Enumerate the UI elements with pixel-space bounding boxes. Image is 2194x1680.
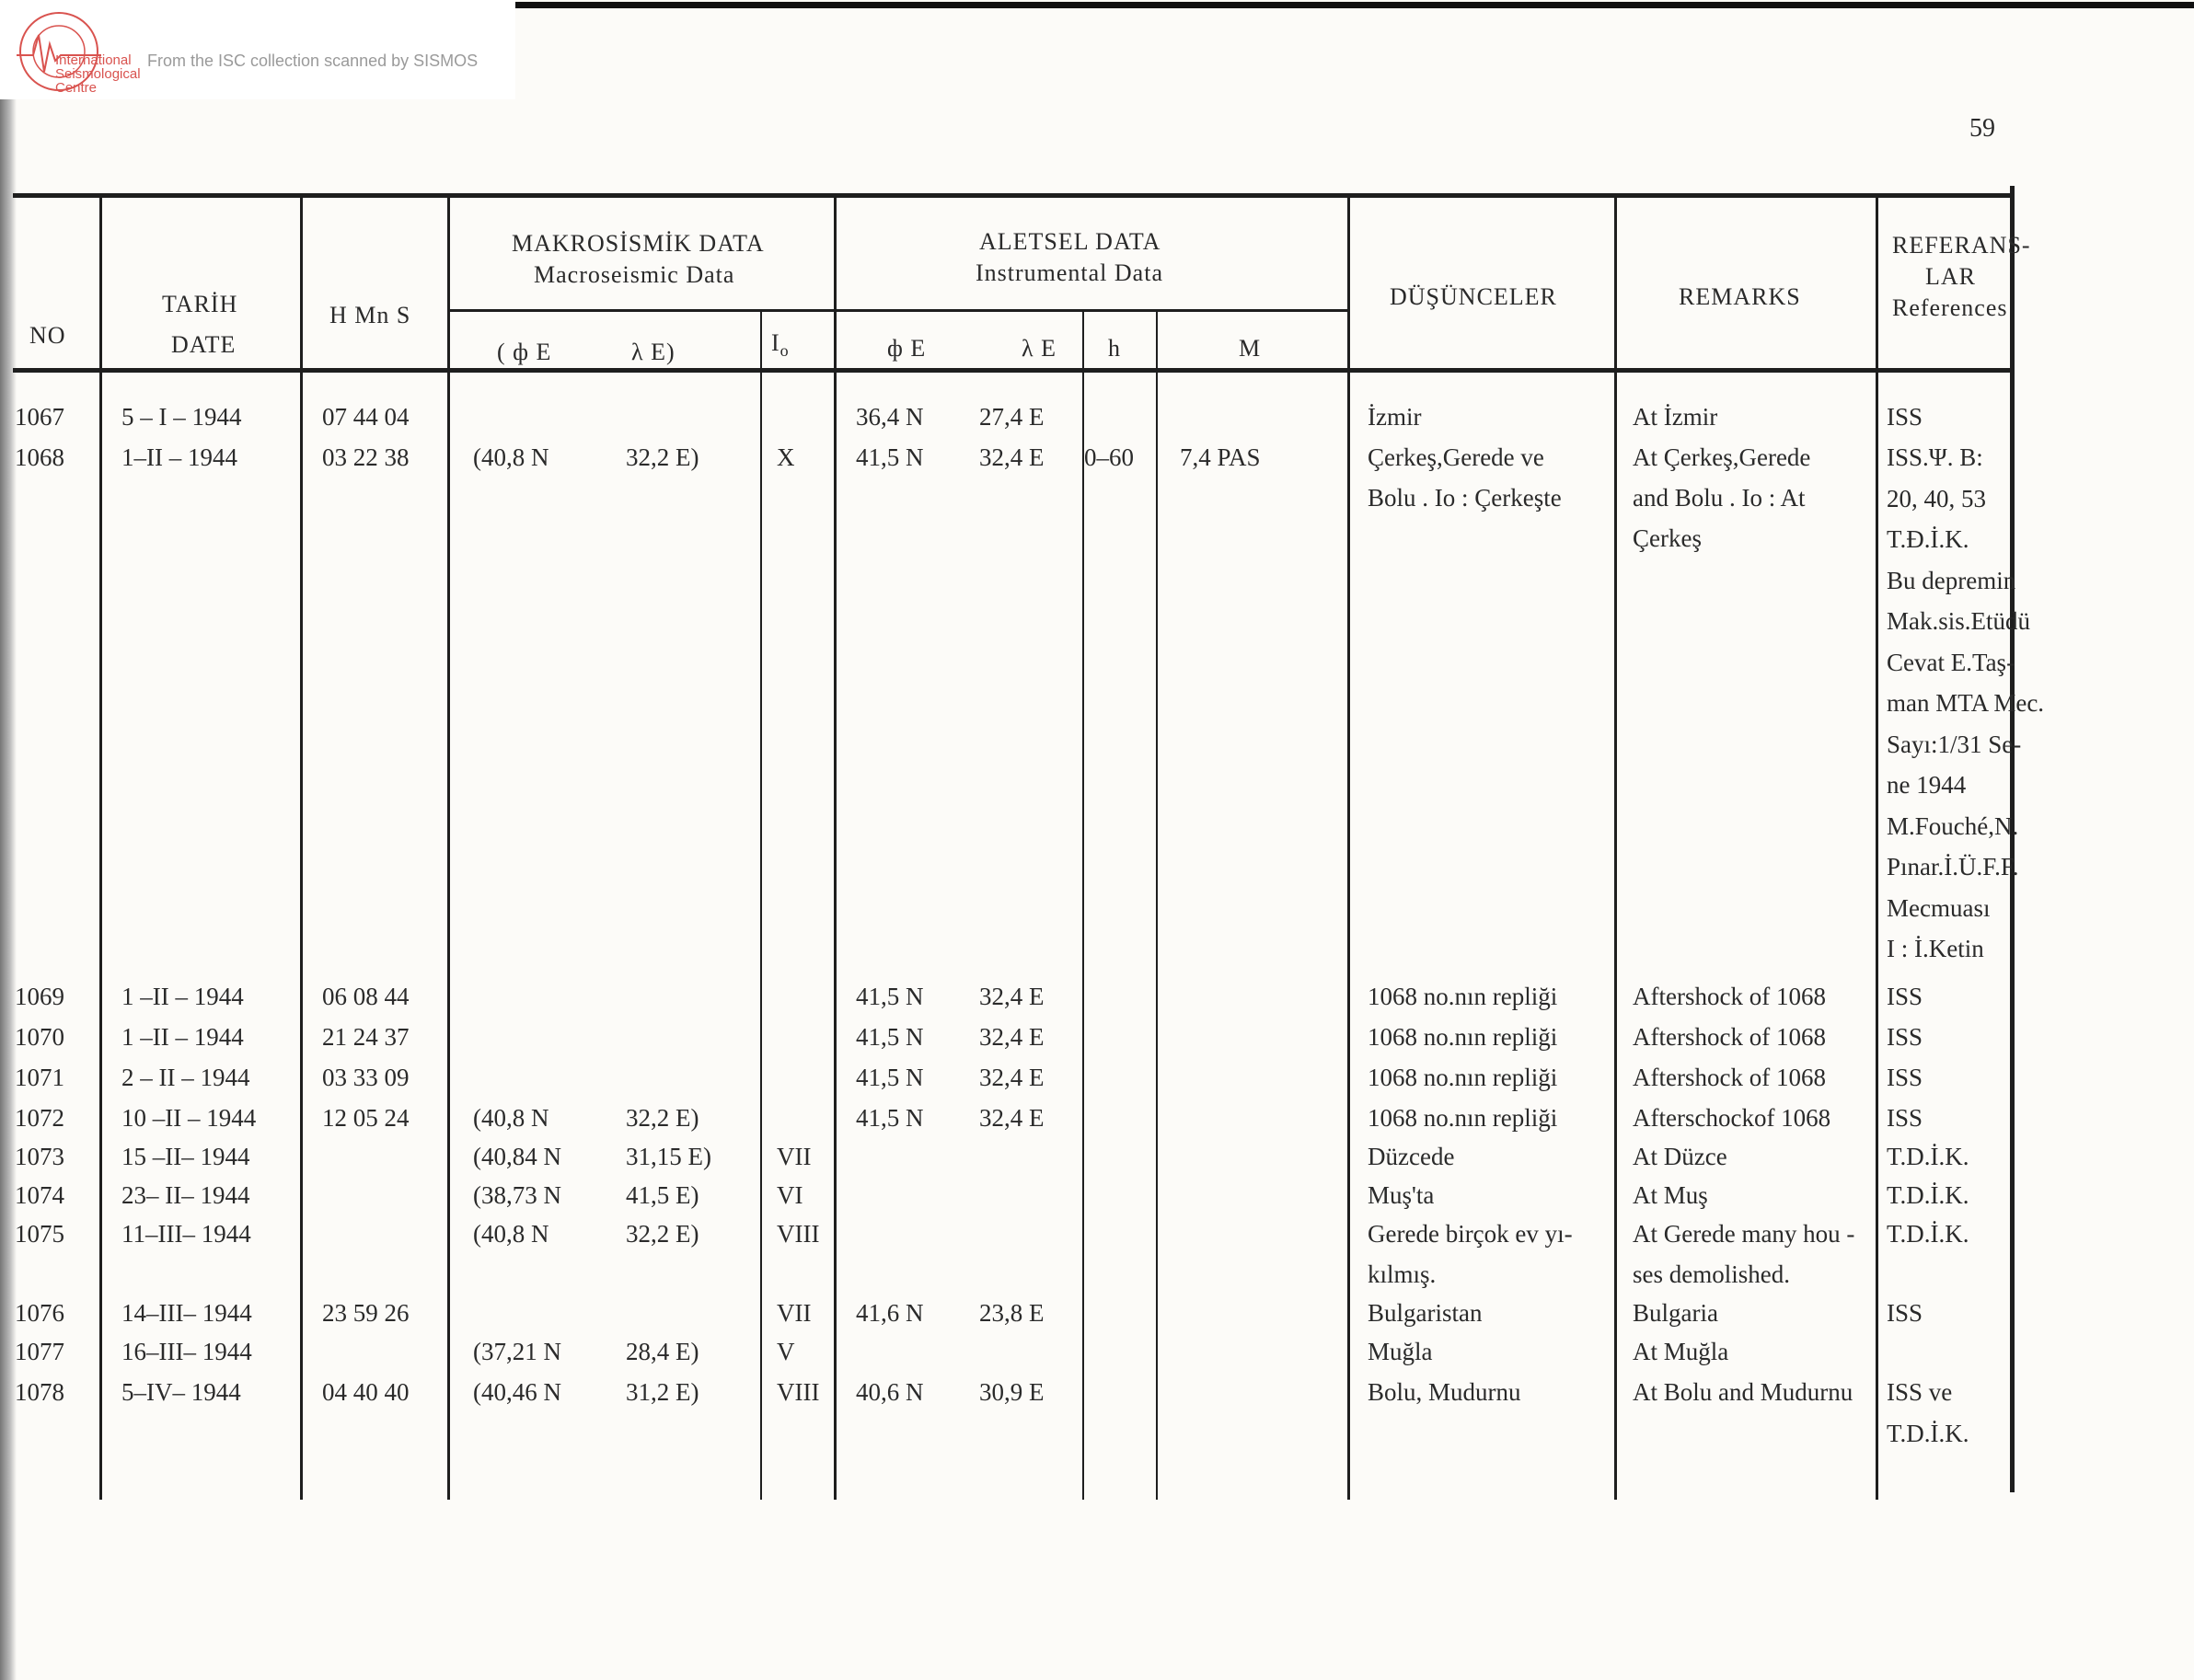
header-depth: h: [1108, 335, 1121, 362]
table-row-1068-refs-line-6: man MTA Mec.: [1887, 689, 2045, 717]
col-rule-instr-m: [1156, 309, 1158, 1500]
header-macro-en: Macroseismic Data: [534, 261, 735, 288]
table-row-1070-ilon: 32,4 E: [979, 1023, 1045, 1051]
table-row-1078-thoughts-line-0: Bolu, Mudurnu: [1368, 1378, 1521, 1406]
table-row-1078-no: 1078: [15, 1378, 64, 1406]
table-row-1076-thoughts-line-0: Bulgaristan: [1368, 1299, 1483, 1327]
table-row-1075-io: VIII: [777, 1220, 820, 1248]
table-row-1072-no: 1072: [15, 1104, 64, 1132]
table-row-1075-mlat: (40,8 N: [473, 1220, 549, 1248]
header-instr-tr: ALETSEL DATA: [979, 228, 1161, 255]
table-row-1075-remarks-line-0: At Gerede many hou -: [1633, 1220, 1855, 1248]
table-row-1075-thoughts-line-1: kılmış.: [1368, 1260, 1437, 1288]
isc-watermark: [0, 0, 515, 99]
table-row-1069-thoughts-line-0: 1068 no.nın repliği: [1368, 983, 1558, 1010]
table-row-1075-refs-line-0: T.D.İ.K.: [1887, 1220, 1969, 1248]
table-row-1076-date: 14–III– 1944: [121, 1299, 252, 1327]
header-remarks: REMARKS: [1679, 283, 1801, 310]
table-row-1076-refs-line-0: ISS: [1887, 1299, 1923, 1327]
table-row-1074-refs-line-0: T.D.İ.K.: [1887, 1181, 1969, 1209]
table-row-1071-refs-line-0: ISS: [1887, 1064, 1923, 1091]
table-row-1078-ilon: 30,9 E: [979, 1378, 1045, 1406]
table-row-1068-refs-line-10: Pınar.İ.Ü.F.F.: [1887, 853, 2019, 880]
watermark-org-line3: Centre: [55, 80, 98, 96]
table-row-1074-thoughts-line-0: Muş'ta: [1368, 1181, 1435, 1209]
col-rule-macro: [834, 193, 837, 1500]
table-row-1067-refs-line-0: ISS: [1887, 403, 1923, 431]
header-no: NO: [29, 322, 66, 349]
header-instr-lat: ф E: [887, 335, 927, 362]
header-macro-tr: MAKROSİSMİK DATA: [512, 230, 765, 257]
header-macro-lat: ( ф E: [497, 339, 552, 365]
header-magnitude: M: [1239, 335, 1262, 362]
table-row-1067-time: 07 44 04: [322, 403, 410, 431]
table-row-1078-mlon: 31,2 E): [626, 1378, 699, 1406]
table-row-1075-mlon: 32,2 E): [626, 1220, 699, 1248]
table-row-1068-no: 1068: [15, 443, 64, 471]
table-row-1068-refs-line-7: Sayı:1/31 Se-: [1887, 730, 2022, 758]
table-row-1070-refs-line-0: ISS: [1887, 1023, 1923, 1051]
header-bottom-rule: [13, 368, 2014, 373]
table-row-1078-io: VIII: [777, 1378, 820, 1406]
table-row-1078-refs-line-1: T.D.İ.K.: [1887, 1419, 1969, 1447]
header-instr-lon: λ E: [1022, 335, 1057, 362]
table-row-1072-time: 12 05 24: [322, 1104, 410, 1132]
table-row-1072-thoughts-line-0: 1068 no.nın repliği: [1368, 1104, 1558, 1132]
table-row-1075-thoughts-line-0: Gerede birçok ev yı-: [1368, 1220, 1573, 1248]
table-row-1077-thoughts-line-0: Muğla: [1368, 1338, 1433, 1365]
col-rule-instr: [1347, 193, 1350, 1500]
table-row-1074-mlat: (38,73 N: [473, 1181, 561, 1209]
table-row-1070-date: 1 –II – 1944: [121, 1023, 244, 1051]
header-ref-line1: REFERANS-: [1892, 232, 2031, 259]
table-row-1070-time: 21 24 37: [322, 1023, 410, 1051]
col-rule-instr-h: [1082, 309, 1084, 1500]
table-row-1076-no: 1076: [15, 1299, 64, 1327]
table-row-1068-refs-line-4: Mak.sis.Etüdü: [1887, 607, 2031, 635]
table-row-1068-refs-line-8: ne 1944: [1887, 771, 1967, 799]
table-row-1078-mlat: (40,46 N: [473, 1378, 561, 1406]
table-top-rule: [13, 193, 2014, 198]
col-rule-no: [99, 193, 102, 1500]
table-row-1078-date: 5–IV– 1944: [121, 1378, 241, 1406]
table-row-1068-ilon: 32,4 E: [979, 443, 1045, 471]
table-row-1074-mlon: 41,5 E): [626, 1181, 699, 1209]
table-row-1068-mlat: (40,8 N: [473, 443, 549, 471]
table-row-1068-ilat: 41,5 N: [856, 443, 924, 471]
table-row-1071-thoughts-line-0: 1068 no.nın repliği: [1368, 1064, 1558, 1091]
header-macro-lon: λ E): [631, 339, 676, 365]
table-row-1067-ilon: 27,4 E: [979, 403, 1045, 431]
table-row-1074-no: 1074: [15, 1181, 64, 1209]
col-rule-macro-io: [760, 309, 762, 1500]
table-row-1077-mlon: 28,4 E): [626, 1338, 699, 1365]
top-edge-bar: [515, 2, 2194, 8]
table-row-1077-mlat: (37,21 N: [473, 1338, 561, 1365]
table-row-1069-no: 1069: [15, 983, 64, 1010]
table-row-1073-mlon: 31,15 E): [626, 1143, 711, 1170]
table-row-1068-date: 1–II – 1944: [121, 443, 237, 471]
table-row-1068-refs-line-0: ISS.Ψ. B:: [1887, 443, 1983, 471]
table-row-1077-no: 1077: [15, 1338, 64, 1365]
table-row-1069-refs-line-0: ISS: [1887, 983, 1923, 1010]
table-row-1071-date: 2 – II – 1944: [121, 1064, 250, 1091]
header-intensity: $I_o$: [771, 329, 790, 361]
col-rule-time: [447, 193, 450, 1500]
table-row-1077-io: V: [777, 1338, 795, 1365]
table-row-1071-ilat: 41,5 N: [856, 1064, 924, 1091]
table-row-1068-remarks-line-1: and Bolu . Io : At: [1633, 484, 1806, 512]
table-row-1072-ilon: 32,4 E: [979, 1104, 1045, 1132]
col-rule-date: [300, 193, 303, 1500]
table-row-1074-remarks-line-0: At Muş: [1633, 1181, 1708, 1209]
table-row-1068-refs-line-12: I : İ.Ketin: [1887, 935, 1984, 962]
watermark-caption: From the ISC collection scanned by SISMOS: [147, 52, 479, 70]
table-row-1073-mlat: (40,84 N: [473, 1143, 561, 1170]
table-row-1069-time: 06 08 44: [322, 983, 410, 1010]
table-row-1068-refs-line-2: T.Đ.İ.K.: [1887, 525, 1969, 553]
header-thoughts: DÜŞÜNCELER: [1390, 283, 1557, 310]
table-row-1071-no: 1071: [15, 1064, 64, 1091]
table-row-1073-no: 1073: [15, 1143, 64, 1170]
header-time: H Mn S: [329, 302, 411, 328]
table-row-1070-no: 1070: [15, 1023, 64, 1051]
table-row-1069-remarks-line-0: Aftershock of 1068: [1633, 983, 1826, 1010]
table-row-1078-remarks-line-0: At Bolu and Mudurnu: [1633, 1378, 1853, 1406]
table-row-1068-refs-line-11: Mecmuası: [1887, 893, 1991, 922]
table-row-1069-ilon: 32,4 E: [979, 983, 1045, 1010]
table-row-1072-mlon: 32,2 E): [626, 1104, 699, 1132]
table-row-1069-ilat: 41,5 N: [856, 983, 924, 1010]
table-row-1077-date: 16–III– 1944: [121, 1338, 252, 1365]
table-row-1078-time: 04 40 40: [322, 1378, 410, 1406]
table-row-1068-h: 0–60: [1084, 443, 1134, 471]
table-row-1068-refs-line-9: M.Fouché,N.: [1887, 811, 2019, 840]
header-date-en: DATE: [171, 331, 237, 358]
table-row-1078-ilat: 40,6 N: [856, 1378, 924, 1406]
table-row-1068-remarks-line-2: Çerkeş: [1633, 524, 1702, 552]
table-row-1076-time: 23 59 26: [322, 1299, 410, 1327]
table-row-1072-refs-line-0: ISS: [1887, 1104, 1923, 1132]
table-row-1068-mlon: 32,2 E): [626, 443, 699, 471]
header-date-tr: TARİH: [162, 291, 238, 317]
watermark-org-line1: International: [55, 52, 132, 68]
table-row-1075-remarks-line-1: ses demolished.: [1633, 1260, 1790, 1288]
table-row-1071-time: 03 33 09: [322, 1064, 410, 1091]
header-intensity-sub: o: [779, 341, 790, 361]
table-row-1067-remarks-line-0: At İzmir: [1633, 403, 1718, 431]
book-binding-shadow: [0, 0, 17, 1680]
table-row-1074-date: 23– II– 1944: [121, 1181, 250, 1209]
table-row-1072-ilat: 41,5 N: [856, 1104, 924, 1132]
table-row-1078-refs-line-0: ISS ve: [1887, 1378, 1953, 1406]
header-ref-line2: LAR: [1925, 263, 1976, 290]
table-row-1070-ilat: 41,5 N: [856, 1023, 924, 1051]
table-row-1073-thoughts-line-0: Düzcede: [1368, 1143, 1455, 1170]
table-row-1072-mlat: (40,8 N: [473, 1104, 549, 1132]
table-row-1070-remarks-line-0: Aftershock of 1068: [1633, 1023, 1826, 1051]
watermark-org-line2: Seismological: [55, 66, 141, 82]
table-row-1075-date: 11–III– 1944: [121, 1220, 251, 1248]
table-row-1068-refs-line-5: Cevat E.Taş-: [1887, 648, 2015, 676]
table-row-1074-io: VI: [777, 1181, 803, 1209]
table-row-1068-thoughts-line-1: Bolu . Io : Çerkeşte: [1368, 484, 1562, 512]
table-row-1076-remarks-line-0: Bulgaria: [1633, 1299, 1718, 1327]
table-row-1067-date: 5 – I – 1944: [121, 403, 242, 431]
table-row-1073-io: VII: [777, 1143, 812, 1170]
table-row-1068-io: X: [777, 443, 795, 471]
table-row-1073-refs-line-0: T.D.İ.K.: [1887, 1143, 1969, 1170]
table-row-1068-thoughts-line-0: Çerkeş,Gerede ve: [1368, 443, 1544, 471]
col-rule-remarks: [1876, 193, 1878, 1500]
table-row-1073-remarks-line-0: At Düzce: [1633, 1143, 1727, 1170]
col-rule-thoughts: [1614, 193, 1617, 1500]
header-ref-line3: References: [1892, 294, 2008, 321]
table-row-1073-date: 15 –II– 1944: [121, 1143, 250, 1170]
table-row-1072-remarks-line-0: Afterschockof 1068: [1633, 1104, 1831, 1132]
table-row-1071-ilon: 32,4 E: [979, 1064, 1045, 1091]
table-row-1077-remarks-line-0: At Muğla: [1633, 1338, 1729, 1365]
table-row-1075-no: 1075: [15, 1220, 64, 1248]
page-number: 59: [1969, 114, 1995, 143]
table-row-1070-thoughts-line-0: 1068 no.nın repliği: [1368, 1023, 1558, 1051]
table-row-1068-refs-line-1: 20, 40, 53: [1887, 484, 1986, 512]
table-row-1069-date: 1 –II – 1944: [121, 983, 244, 1010]
table-row-1072-date: 10 –II – 1944: [121, 1104, 257, 1132]
table-row-1067-no: 1067: [15, 403, 64, 431]
table-row-1067-thoughts-line-0: İzmir: [1368, 403, 1422, 431]
table-row-1068-m: 7,4 PAS: [1180, 443, 1261, 471]
table-row-1076-ilat: 41,6 N: [856, 1299, 924, 1327]
table-row-1068-refs-line-3: Bu depremin: [1887, 566, 2016, 594]
table-row-1076-io: VII: [777, 1299, 812, 1327]
header-instr-en: Instrumental Data: [976, 259, 1163, 286]
table-row-1071-remarks-line-0: Aftershock of 1068: [1633, 1064, 1826, 1091]
table-row-1068-remarks-line-0: At Çerkeş,Gerede: [1633, 443, 1811, 471]
table-row-1076-ilon: 23,8 E: [979, 1299, 1045, 1327]
table-row-1068-time: 03 22 38: [322, 443, 410, 471]
subheader-rule: [449, 309, 1349, 312]
table-row-1067-ilat: 36,4 N: [856, 403, 924, 431]
